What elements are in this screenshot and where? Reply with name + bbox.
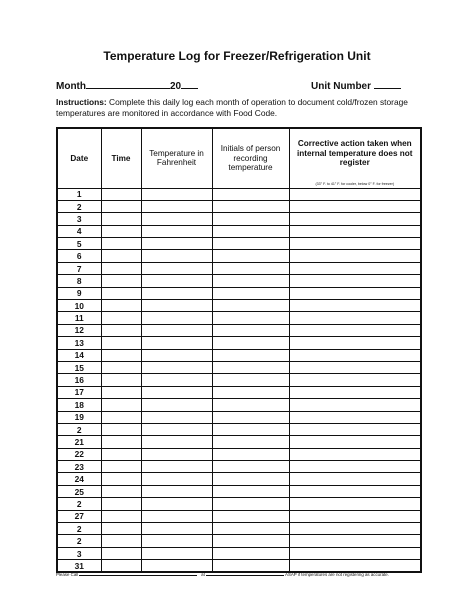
row-initials-cell[interactable] xyxy=(212,423,289,435)
row-temperature-cell[interactable] xyxy=(141,250,212,262)
row-initials-cell[interactable] xyxy=(212,436,289,448)
row-initials-cell[interactable] xyxy=(212,287,289,299)
table-body xyxy=(57,188,421,572)
row-date: 5 xyxy=(57,238,101,250)
row-time-cell[interactable] xyxy=(101,324,141,336)
row-temperature-cell[interactable] xyxy=(141,535,212,547)
row-temperature-cell[interactable] xyxy=(141,374,212,386)
row-date: 2 xyxy=(57,200,101,212)
row-temperature-cell[interactable] xyxy=(141,485,212,497)
footer xyxy=(56,571,420,578)
page-title: Temperature Log for Freezer/Refrigeration Unit xyxy=(103,49,371,63)
header-time: Time xyxy=(101,128,141,188)
row-initials-cell[interactable] xyxy=(212,262,289,274)
row-date: 15 xyxy=(57,361,101,373)
instructions-label: Instructions: xyxy=(56,97,107,107)
row-corrective-cell[interactable] xyxy=(289,287,421,299)
row-date: 2 xyxy=(57,523,101,535)
footer-at: at xyxy=(201,572,205,577)
row-temperature-cell[interactable] xyxy=(141,262,212,274)
table-row xyxy=(57,473,421,485)
table-row xyxy=(57,399,421,411)
table-row xyxy=(57,337,421,349)
row-date: 6 xyxy=(57,250,101,262)
row-initials-cell[interactable] xyxy=(212,200,289,212)
row-temperature-cell[interactable] xyxy=(141,324,212,336)
row-date: 2 xyxy=(57,423,101,435)
row-date: 31 xyxy=(57,560,101,572)
header-temperature: Temperature in Fahrenheit xyxy=(141,128,212,188)
row-time-cell[interactable] xyxy=(101,473,141,485)
row-time-cell[interactable] xyxy=(101,411,141,423)
row-initials-cell[interactable] xyxy=(212,312,289,324)
month-label: Month xyxy=(56,81,86,92)
row-time-cell[interactable] xyxy=(101,485,141,497)
row-time-cell[interactable] xyxy=(101,547,141,559)
row-time-cell[interactable] xyxy=(101,448,141,460)
row-temperature-cell[interactable] xyxy=(141,275,212,287)
row-temperature-cell[interactable] xyxy=(141,361,212,373)
table-row xyxy=(57,374,421,386)
row-initials-cell[interactable] xyxy=(212,448,289,460)
header-corrective-text: Corrective action taken when internal temperature does not register xyxy=(296,139,413,167)
row-temperature-cell[interactable] xyxy=(141,200,212,212)
row-temperature-cell[interactable] xyxy=(141,337,212,349)
row-temperature-cell[interactable] xyxy=(141,225,212,237)
row-time-cell[interactable] xyxy=(101,361,141,373)
row-corrective-cell[interactable] xyxy=(289,337,421,349)
table-row xyxy=(57,411,421,423)
table-row xyxy=(57,238,421,250)
row-time-cell[interactable] xyxy=(101,535,141,547)
row-date: 23 xyxy=(57,461,101,473)
row-date: 8 xyxy=(57,275,101,287)
row-time-cell[interactable] xyxy=(101,225,141,237)
header-corrective-note: (33° F. to 41° F. for cooler, below 0° F. for freezer) xyxy=(315,181,395,186)
row-time-cell[interactable] xyxy=(101,262,141,274)
row-time-cell[interactable] xyxy=(101,300,141,312)
row-temperature-cell[interactable] xyxy=(141,498,212,510)
footer-phone-blank[interactable] xyxy=(206,571,284,576)
row-time-cell[interactable] xyxy=(101,436,141,448)
table-row xyxy=(57,498,421,510)
year-prefix: 20 xyxy=(170,81,182,92)
table-row xyxy=(57,324,421,336)
row-initials-cell[interactable] xyxy=(212,411,289,423)
row-initials-cell[interactable] xyxy=(212,399,289,411)
table-row xyxy=(57,200,421,212)
footer-contact-blank[interactable] xyxy=(79,571,197,576)
table-row xyxy=(57,448,421,460)
header-initials: Initials of person recording temperature xyxy=(212,128,289,188)
row-temperature-cell[interactable] xyxy=(141,523,212,535)
table-row xyxy=(57,485,421,497)
header-corrective-action xyxy=(289,128,421,188)
month-blank[interactable] xyxy=(86,80,170,89)
row-date: 4 xyxy=(57,225,101,237)
row-time-cell[interactable] xyxy=(101,374,141,386)
row-time-cell[interactable] xyxy=(101,275,141,287)
table-row xyxy=(57,300,421,312)
row-initials-cell[interactable] xyxy=(212,498,289,510)
row-date: 11 xyxy=(57,312,101,324)
row-initials-cell[interactable] xyxy=(212,374,289,386)
row-initials-cell[interactable] xyxy=(212,510,289,522)
row-corrective-cell[interactable] xyxy=(289,361,421,373)
row-temperature-cell[interactable] xyxy=(141,312,212,324)
row-time-cell[interactable] xyxy=(101,250,141,262)
row-corrective-cell[interactable] xyxy=(289,238,421,250)
table-row xyxy=(57,461,421,473)
footer-asap: ASAP if temperatures are not registering as accurate. xyxy=(285,572,389,577)
row-time-cell[interactable] xyxy=(101,238,141,250)
row-corrective-cell[interactable] xyxy=(289,547,421,559)
table-row xyxy=(57,386,421,398)
row-initials-cell[interactable] xyxy=(212,250,289,262)
row-date: 2 xyxy=(57,498,101,510)
row-initials-cell[interactable] xyxy=(212,349,289,361)
row-date: 25 xyxy=(57,485,101,497)
row-corrective-cell[interactable] xyxy=(289,448,421,460)
row-corrective-cell[interactable] xyxy=(289,324,421,336)
table-row xyxy=(57,225,421,237)
row-initials-cell[interactable] xyxy=(212,461,289,473)
row-corrective-cell[interactable] xyxy=(289,436,421,448)
table-row xyxy=(57,535,421,547)
row-corrective-cell[interactable] xyxy=(289,300,421,312)
row-initials-cell[interactable] xyxy=(212,547,289,559)
row-date: 17 xyxy=(57,386,101,398)
row-temperature-cell[interactable] xyxy=(141,399,212,411)
table-row xyxy=(57,262,421,274)
row-time-cell[interactable] xyxy=(101,386,141,398)
unit-number-label: Unit Number xyxy=(311,81,371,92)
row-initials-cell[interactable] xyxy=(212,238,289,250)
row-temperature-cell[interactable] xyxy=(141,423,212,435)
row-initials-cell[interactable] xyxy=(212,275,289,287)
row-date: 16 xyxy=(57,374,101,386)
row-date: 7 xyxy=(57,262,101,274)
row-initials-cell[interactable] xyxy=(212,337,289,349)
table-row xyxy=(57,312,421,324)
row-corrective-cell[interactable] xyxy=(289,275,421,287)
row-time-cell[interactable] xyxy=(101,399,141,411)
row-date: 22 xyxy=(57,448,101,460)
row-corrective-cell[interactable] xyxy=(289,399,421,411)
row-initials-cell[interactable] xyxy=(212,485,289,497)
row-initials-cell[interactable] xyxy=(212,523,289,535)
row-corrective-cell[interactable] xyxy=(289,535,421,547)
table-row xyxy=(57,523,421,535)
row-temperature-cell[interactable] xyxy=(141,238,212,250)
unit-number-field xyxy=(311,80,401,92)
table-header-row xyxy=(57,128,421,188)
row-initials-cell[interactable] xyxy=(212,188,289,200)
table-row xyxy=(57,213,421,225)
row-date: 13 xyxy=(57,337,101,349)
row-temperature-cell[interactable] xyxy=(141,411,212,423)
row-initials-cell[interactable] xyxy=(212,386,289,398)
row-corrective-cell[interactable] xyxy=(289,188,421,200)
row-corrective-cell[interactable] xyxy=(289,386,421,398)
row-time-cell[interactable] xyxy=(101,510,141,522)
row-date: 3 xyxy=(57,547,101,559)
row-initials-cell[interactable] xyxy=(212,361,289,373)
row-initials-cell[interactable] xyxy=(212,473,289,485)
row-time-cell[interactable] xyxy=(101,498,141,510)
row-date: 10 xyxy=(57,300,101,312)
row-date: 2 xyxy=(57,535,101,547)
row-temperature-cell[interactable] xyxy=(141,436,212,448)
row-temperature-cell[interactable] xyxy=(141,300,212,312)
row-time-cell[interactable] xyxy=(101,188,141,200)
row-time-cell[interactable] xyxy=(101,312,141,324)
row-corrective-cell[interactable] xyxy=(289,473,421,485)
row-time-cell[interactable] xyxy=(101,337,141,349)
row-corrective-cell[interactable] xyxy=(289,225,421,237)
row-initials-cell[interactable] xyxy=(212,324,289,336)
row-temperature-cell[interactable] xyxy=(141,287,212,299)
row-initials-cell[interactable] xyxy=(212,213,289,225)
row-time-cell[interactable] xyxy=(101,423,141,435)
row-date: 24 xyxy=(57,473,101,485)
row-temperature-cell[interactable] xyxy=(141,386,212,398)
row-temperature-cell[interactable] xyxy=(141,473,212,485)
row-corrective-cell[interactable] xyxy=(289,374,421,386)
row-corrective-cell[interactable] xyxy=(289,498,421,510)
row-initials-cell[interactable] xyxy=(212,225,289,237)
row-date: 12 xyxy=(57,324,101,336)
table-row xyxy=(57,275,421,287)
row-date: 19 xyxy=(57,411,101,423)
temperature-log-table xyxy=(56,127,422,573)
row-temperature-cell[interactable] xyxy=(141,448,212,460)
row-temperature-cell[interactable] xyxy=(141,510,212,522)
row-time-cell[interactable] xyxy=(101,200,141,212)
table-row xyxy=(57,510,421,522)
row-corrective-cell[interactable] xyxy=(289,349,421,361)
row-date: 3 xyxy=(57,213,101,225)
table-row xyxy=(57,287,421,299)
row-corrective-cell[interactable] xyxy=(289,262,421,274)
row-temperature-cell[interactable] xyxy=(141,188,212,200)
row-date: 9 xyxy=(57,287,101,299)
instructions xyxy=(56,97,426,118)
row-corrective-cell[interactable] xyxy=(289,411,421,423)
row-corrective-cell[interactable] xyxy=(289,523,421,535)
table-row xyxy=(57,188,421,200)
row-corrective-cell[interactable] xyxy=(289,510,421,522)
row-corrective-cell[interactable] xyxy=(289,461,421,473)
row-date: 1 xyxy=(57,188,101,200)
row-time-cell[interactable] xyxy=(101,461,141,473)
row-time-cell[interactable] xyxy=(101,523,141,535)
table-row xyxy=(57,361,421,373)
row-date: 27 xyxy=(57,510,101,522)
unit-number-blank[interactable] xyxy=(374,80,401,89)
row-initials-cell[interactable] xyxy=(212,300,289,312)
year-blank[interactable] xyxy=(181,80,198,89)
row-corrective-cell[interactable] xyxy=(289,213,421,225)
row-temperature-cell[interactable] xyxy=(141,461,212,473)
table-row xyxy=(57,547,421,559)
row-time-cell[interactable] xyxy=(101,213,141,225)
row-corrective-cell[interactable] xyxy=(289,312,421,324)
row-temperature-cell[interactable] xyxy=(141,213,212,225)
row-temperature-cell[interactable] xyxy=(141,349,212,361)
footer-please-call: Please Call xyxy=(56,572,79,577)
instructions-text: Complete this daily log each month of operation to document cold/frozen storage temperatures are monitored in accordance with Food Code. xyxy=(56,97,408,118)
row-date: 14 xyxy=(57,349,101,361)
row-corrective-cell[interactable] xyxy=(289,485,421,497)
row-corrective-cell[interactable] xyxy=(289,250,421,262)
row-corrective-cell[interactable] xyxy=(289,423,421,435)
table-row xyxy=(57,436,421,448)
row-corrective-cell[interactable] xyxy=(289,200,421,212)
header-date: Date xyxy=(57,128,101,188)
row-temperature-cell[interactable] xyxy=(141,547,212,559)
row-date: 18 xyxy=(57,399,101,411)
table-row xyxy=(57,349,421,361)
row-initials-cell[interactable] xyxy=(212,535,289,547)
month-field xyxy=(56,80,198,92)
row-time-cell[interactable] xyxy=(101,349,141,361)
table-row xyxy=(57,423,421,435)
table-row xyxy=(57,250,421,262)
row-date: 21 xyxy=(57,436,101,448)
row-time-cell[interactable] xyxy=(101,287,141,299)
